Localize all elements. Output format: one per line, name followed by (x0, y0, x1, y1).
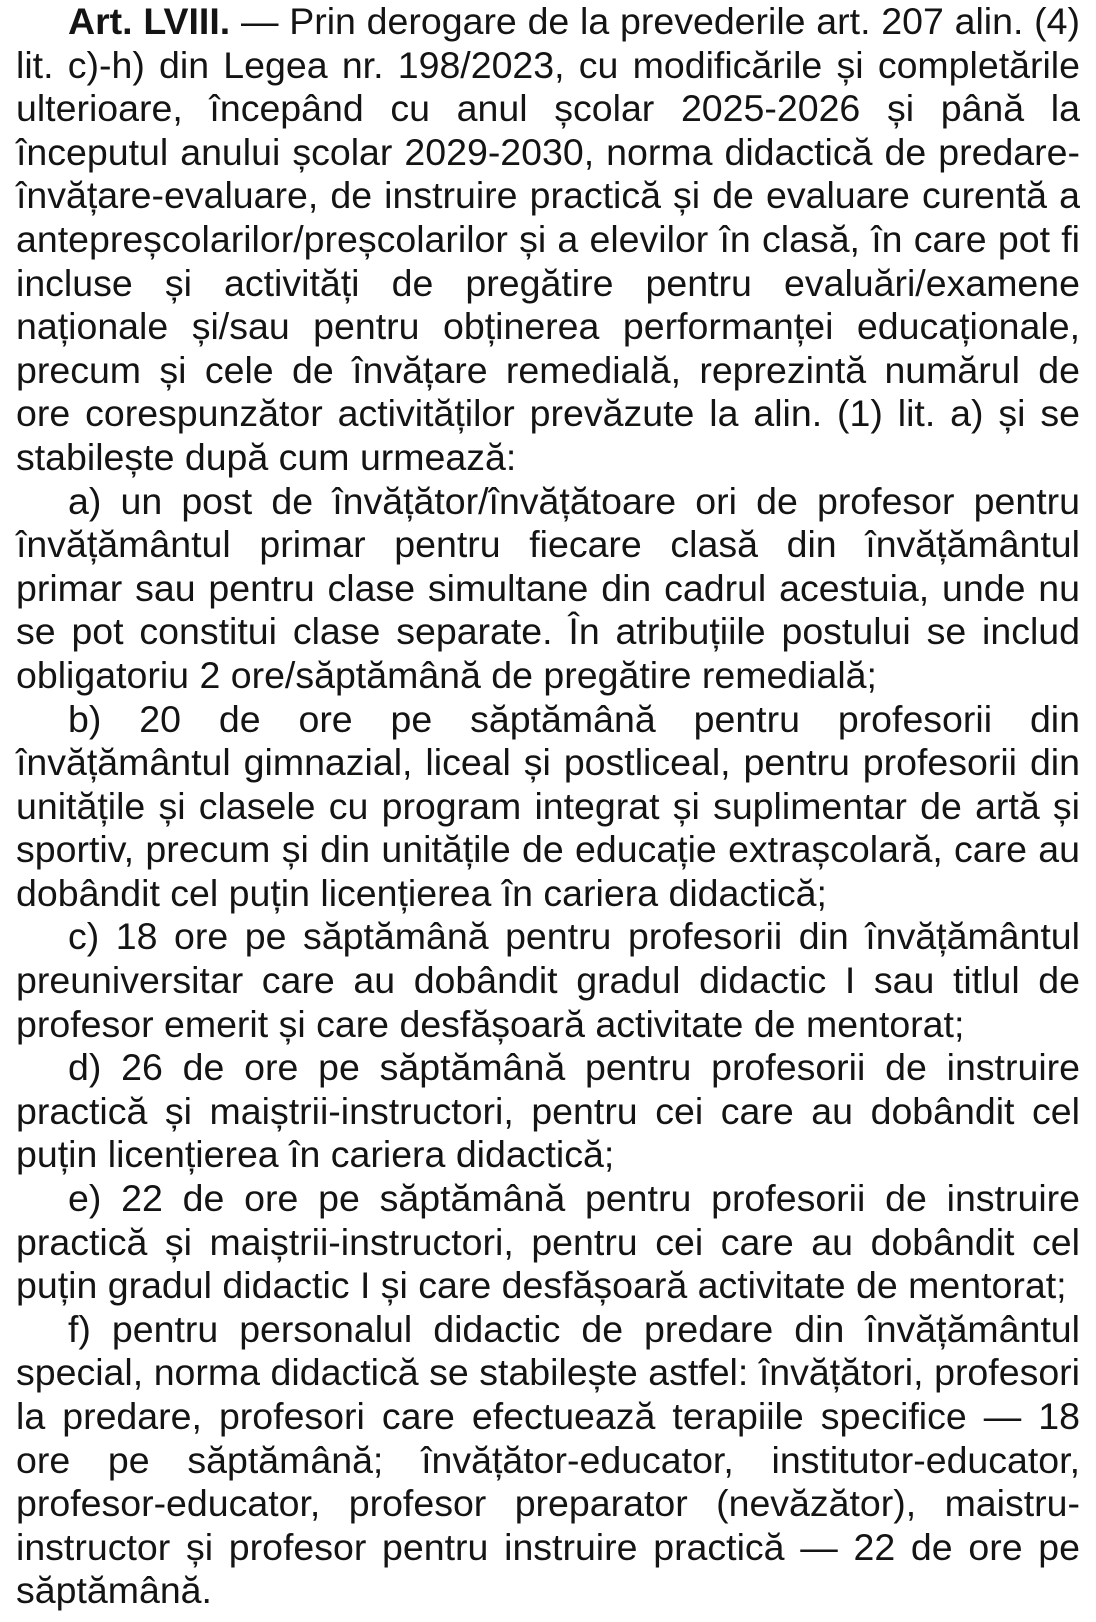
list-item-a: a) un post de învățător/învățătoare ori de profesor pentru învățământul primar pentru fiecare clasă din învățământul primar sau pentru clase simultane din cadrul acestuia, unde nu se pot constitui clase separate. În atribuțiile postului se includ obligatoriu 2 ore/săptămână de pregătire remedială; (16, 479, 1080, 696)
list-item-d: d) 26 de ore pe săptămână pentru profesorii de instruire practică și maiștrii-instructori, pentru cei care au dobândit cel puțin licențierea în cariera didactică; (16, 1046, 1080, 1176)
list-item-e: e) 22 de ore pe săptămână pentru profesorii de instruire practică și maiștrii-instructori, pentru cei care au dobândit cel puțin gradul didactic I și care desfășoară activitate de mentorat; (16, 1177, 1080, 1307)
article-intro-paragraph (16, 0, 1080, 480)
list-item-c: c) 18 ore pe săptămână pentru profesorii din învățământul preuniversitar care au dobândit gradul didactic I sau titlul de profesor emerit și care desfășoară activitate de mentorat; (16, 915, 1080, 1045)
article-intro-text: — Prin derogare de la prevederile art. 207 alin. (4) lit. c)-h) din Legea nr. 198/2023, cu modificările și completările ulterioare, începând cu anul școlar 2025-2026 și până la începutul anului școlar 2029-2030, norma didactică de predare-învățare-evaluare, de instruire practică și de evaluare curentă a antepreșcolarilor/preșcolarilor și a elevilor în clasă, în care pot fi incluse și activități de pregătire pentru evaluări/examene naționale și/sau pentru obținerea performanței educaționale, precum și cele de învățare remedială, reprezintă numărul de ore corespunzător activităților prevăzute la alin. (1) lit. a) și se stabilește după cum urmează: (16, 0, 1080, 478)
document-page (16, 0, 1080, 1613)
list-item-f: f) pentru personalul didactic de predare din învățământul special, norma didactică se stabilește astfel: învățători, profesori la predare, profesori care efectuează terapiile specifice — 18 ore pe săptămână; învățător-educator, institutor-educator, profesor-educator, profesor preparator (nevăzător), maistru-instructor și profesor pentru instruire practică — 22 de ore pe săptămână. (16, 1307, 1080, 1612)
list-item-b: b) 20 de ore pe săptămână pentru profesorii din învățământul gimnazial, liceal și postliceal, pentru profesorii din unitățile și clasele cu program integrat și suplimentar de artă și sportiv, precum și din unitățile de educație extrașcolară, care au dobândit cel puțin licențierea în cariera didactică; (16, 697, 1080, 914)
article-label: Art. LVIII. (68, 0, 231, 42)
